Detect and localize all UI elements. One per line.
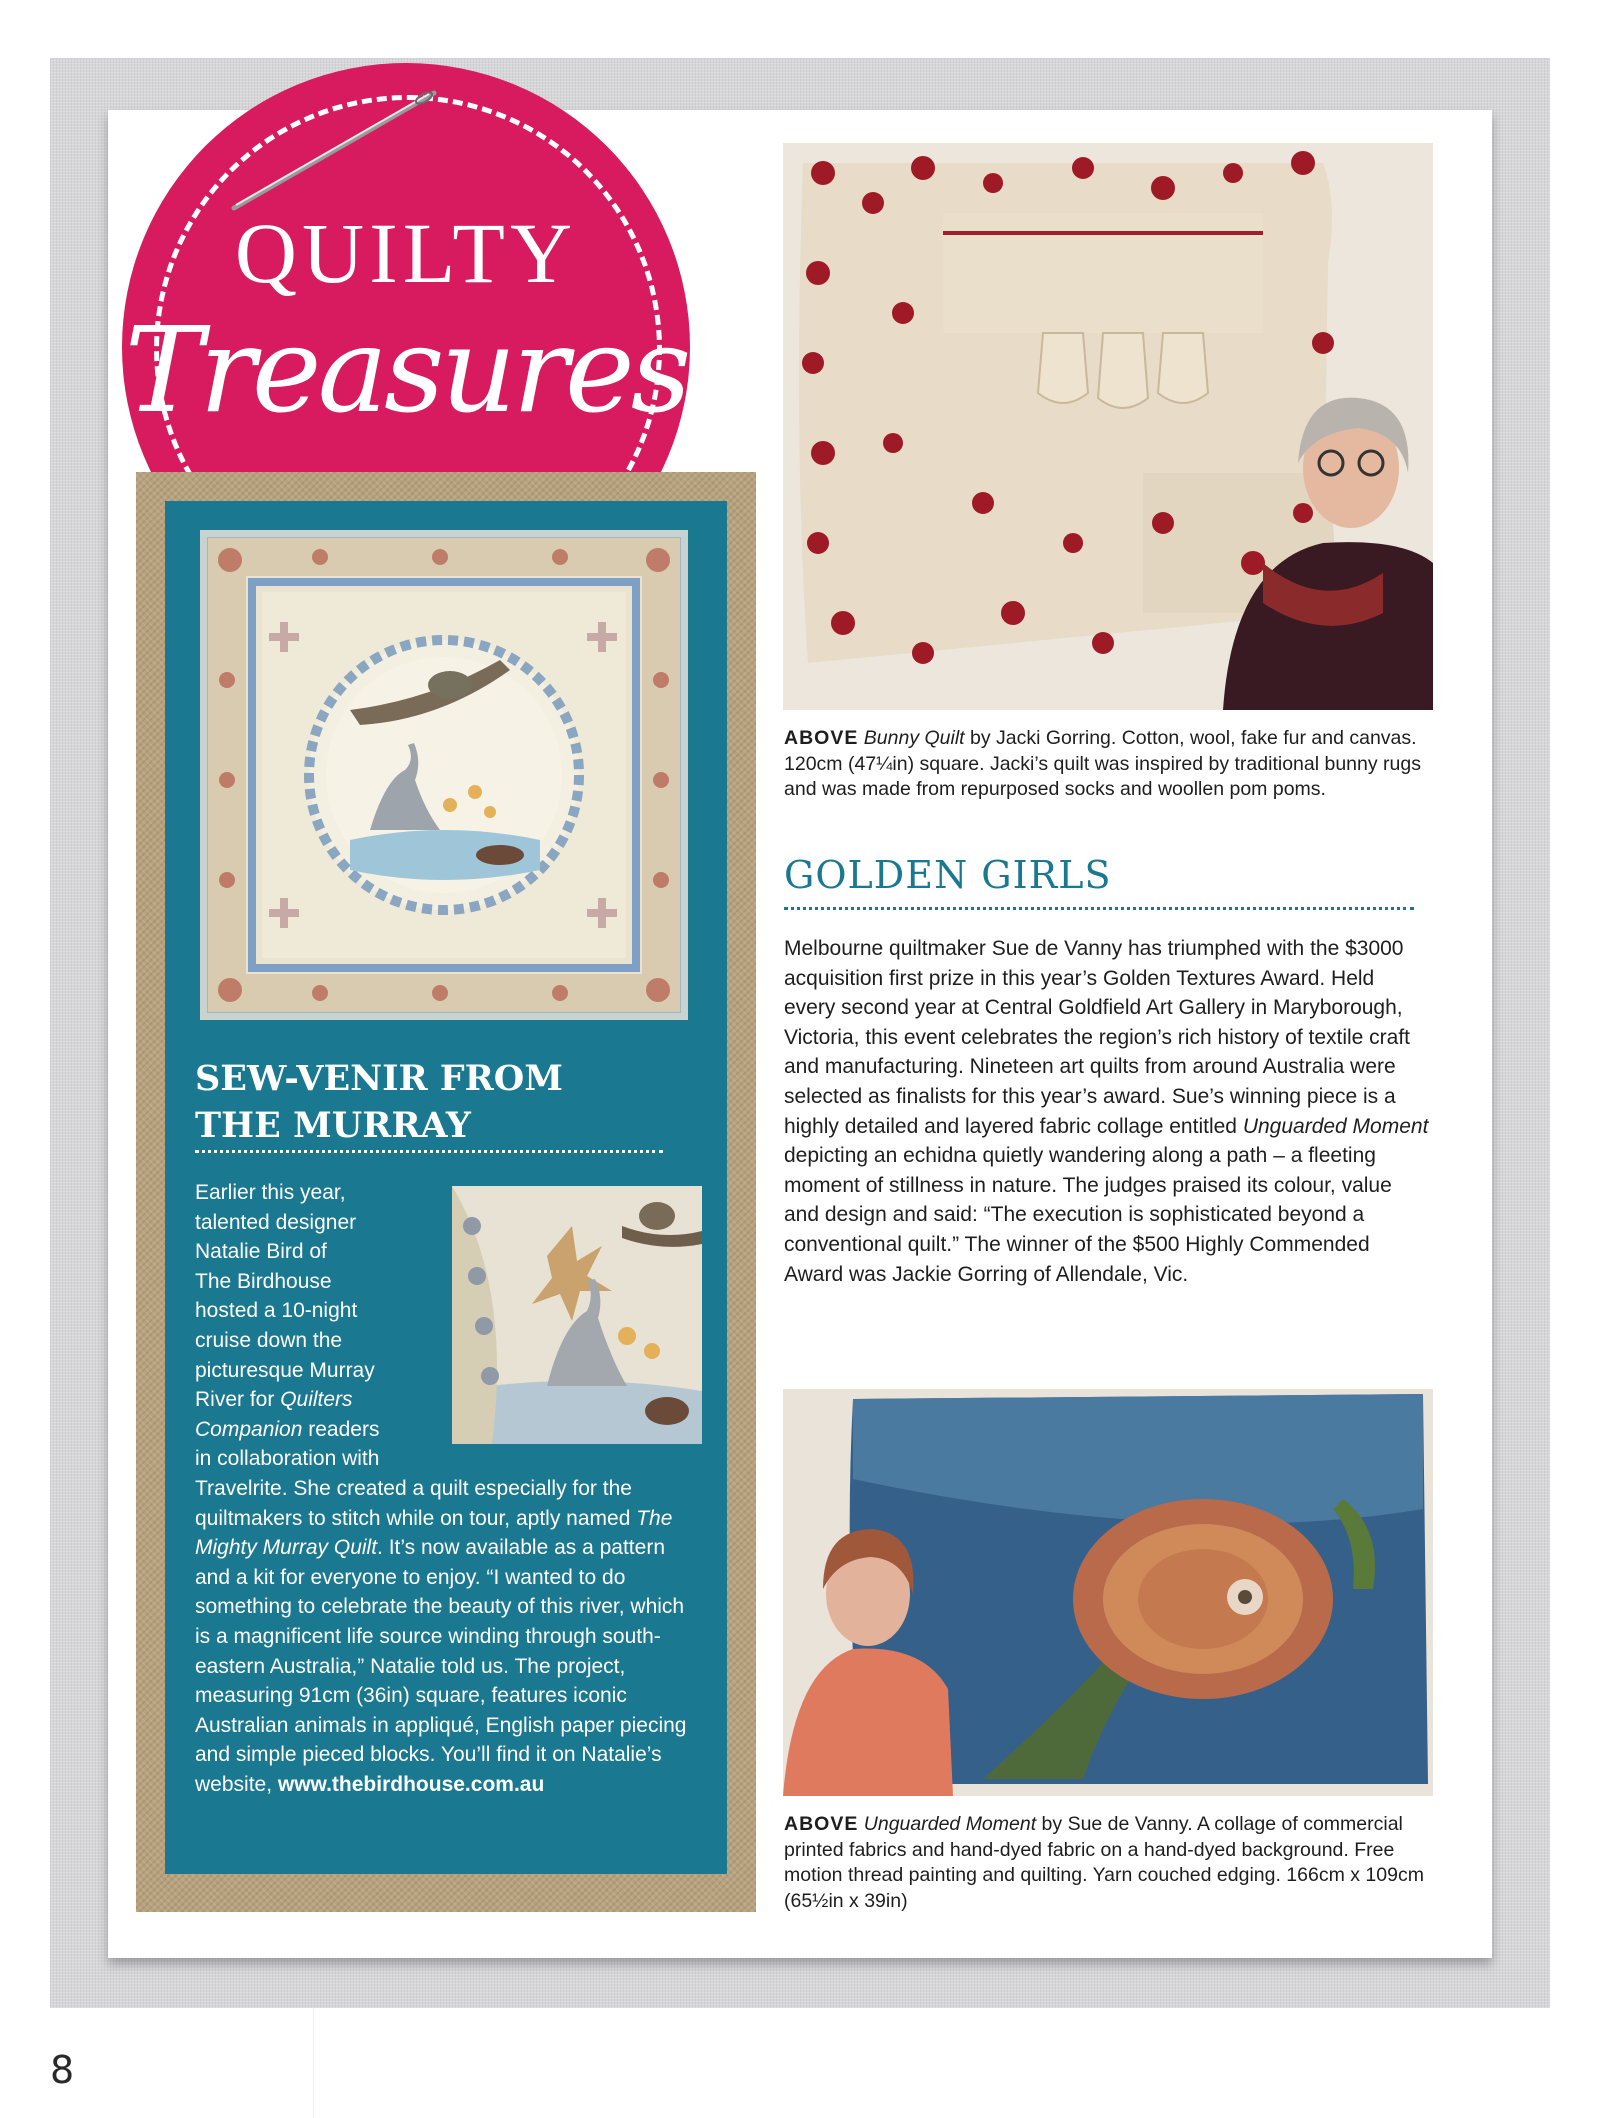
- sidebar-body-end: . It’s now available as a pattern and a kit for everyone to enjoy. “I wanted to do something to celebrate the beauty of this river, which is a magnificent life source winding through south-eastern Australia,” Natalie told us. The project, measuring 91cm (36in) square, features iconic Australian animals in appliqué, English paper piecing and simple pieced blocks. You’ll find it on Natalie’s website,: [195, 1536, 687, 1796]
- unguarded-moment-title: Unguarded Moment: [1242, 1114, 1429, 1138]
- caption-text: by Jacki Gorring. Cotton, wool, fake fur and canvas. 120cm (47¼in) square. Jacki’s quilt was inspired by traditional bunny rugs and was made from repurposed socks and woollen pom poms.: [784, 727, 1421, 800]
- caption-artwork-title: Bunny Quilt: [863, 727, 965, 749]
- golden-dotted-rule: [784, 907, 1414, 910]
- article-body-end: depicting an echidna quietly wandering along a path – a fleeting moment of stillness in nature. The judges praised its colour, value and design and said: “The execution is sophisticated beyond a conventional quilt.” The winner of the $500 Highly Commended Award was Jackie Gorring of Allendale, Vic.: [784, 1144, 1392, 1286]
- unguarded-moment-photo: [783, 1389, 1433, 1796]
- birdhouse-website-link[interactable]: www.thebirdhouse.com.au: [277, 1772, 545, 1796]
- kangaroo-detail-image: [452, 1186, 702, 1444]
- sidebar-dotted-rule: [195, 1150, 663, 1153]
- murray-quilt-image: [200, 530, 688, 1020]
- needle-icon: [224, 78, 454, 218]
- sidebar-heading-line2: THE MURRAY: [195, 1105, 471, 1146]
- caption-text: by Sue de Vanny. A collage of commercial printed fabrics and hand-dyed fabric on a hand-dyed background. Free motion thread painting and quilting. Yarn couched edging. 166cm x 109cm (65½in x 39in): [784, 1813, 1424, 1912]
- bunny-quilt-caption: [784, 726, 1424, 803]
- mighty-murray-title: The Mighty Murray Quilt: [195, 1506, 673, 1560]
- sidebar-heading: [195, 1055, 655, 1149]
- badge-title: QUILTY: [234, 205, 578, 301]
- sidebar-text-narrow: Earlier this year, talented designer Natalie Bird of The Birdhouse hosted a 10-night cruise down the picturesque Murray River for Quilters Companion readers in collaboration with: [195, 1181, 380, 1471]
- sidebar-text: Travelrite. She created a quilt especially for the quiltmakers to stitch while on tour, aptly named The Mighty Murray Quilt. It’s now available as a pattern and a kit for everyone to enjoy. “I wanted to do something to celebrate the beauty of this river, which is a magnificent life source winding through south-eastern Australia,” Natalie told us. The project, measuring 91cm (36in) square, features iconic Australian animals in appliqué, English paper piecing and simple pieced blocks. You’ll find it on Natalie’s website, www.thebirdhouse.com.au: [195, 1477, 687, 1796]
- unguarded-moment-caption: [784, 1812, 1424, 1914]
- caption-artwork-title: Unguarded Moment: [863, 1813, 1037, 1835]
- page-divider: [313, 2008, 314, 2118]
- article-body-start: Melbourne quiltmaker Sue de Vanny has triumphed with the $3000 acquisition first prize in this year’s Golden Textures Award. Held every second year at Central Goldfield Art Gallery in Maryborough, Victoria, this event celebrates the region’s rich history of textile craft and manufacturing. Nineteen art quilts from around Australia were selected as finalists for this year’s award. Sue’s winning piece is a highly detailed and layered fabric collage entitled: [784, 937, 1411, 1138]
- golden-girls-heading: GOLDEN GIRLS: [784, 853, 1112, 897]
- caption-lead: ABOVE: [784, 727, 859, 749]
- caption-lead: ABOVE: [784, 1813, 859, 1835]
- sidebar-heading-line1: SEW-VENIR FROM: [195, 1058, 563, 1099]
- page-number: 8: [50, 2048, 75, 2092]
- golden-girls-article: [784, 934, 1429, 1289]
- bunny-quilt-photo: [783, 143, 1433, 710]
- badge-script-title: Treasures: [124, 301, 688, 439]
